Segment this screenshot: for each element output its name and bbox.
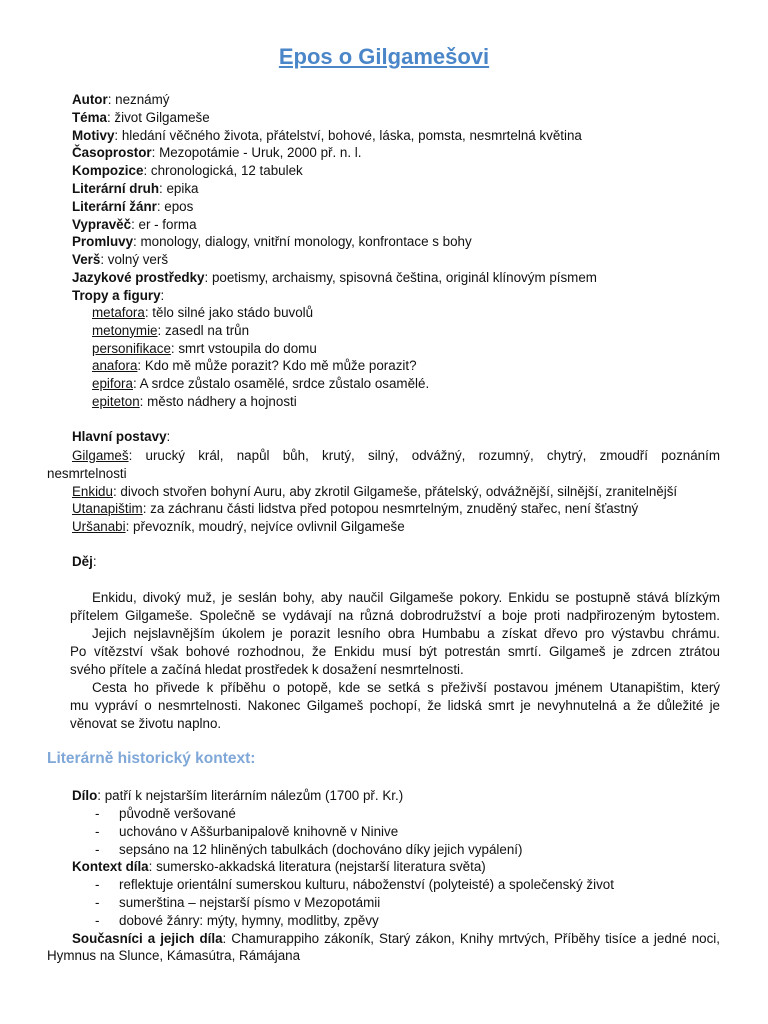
info-field bbox=[72, 91, 169, 108]
field-value: : bbox=[160, 287, 165, 303]
context-field: Kontext díla: sumersko-akkadská literatura (nejstarší literatura světa) bbox=[72, 859, 486, 874]
trope-item bbox=[92, 304, 313, 321]
character-item bbox=[72, 500, 720, 517]
plot-line: Jejich nejslavnějším úkolem je porazit lesního obra Humbabu a získat dřevo pro výstavbu chrámu. bbox=[92, 626, 720, 641]
trope-example: : A srdce zůstalo osamělé, srdce zůstalo osamělé. bbox=[132, 376, 430, 392]
bullet-item bbox=[95, 805, 236, 822]
field-value: : volný verš bbox=[100, 252, 169, 268]
info-field bbox=[72, 144, 362, 161]
info-field bbox=[72, 233, 472, 250]
trope-term: metafora bbox=[92, 305, 145, 320]
character-name: Enkidu bbox=[72, 484, 113, 499]
field-value: : monology, dialogy, vnitřní monology, konfrontace s bohy bbox=[133, 234, 472, 250]
character-description: : divoch stvořen bohyní Auru, aby zkrotil Gilgameše, přátelský, odvážnější, silnější, zranitelnější bbox=[112, 484, 678, 499]
field-value: : život Gilgameše bbox=[106, 109, 210, 125]
character-item bbox=[72, 518, 720, 535]
character-description: : převozník, moudrý, nejvíce ovlivnil Gilgameše bbox=[125, 519, 405, 534]
field-label: Literární druh bbox=[72, 181, 160, 196]
bullet-item bbox=[95, 912, 379, 929]
bullet-text: uchováno v Aššurbanipalově knihovně v Ninive bbox=[119, 823, 399, 839]
character-name: Gilgameš bbox=[72, 448, 129, 463]
bullet-dash: - bbox=[95, 877, 100, 892]
character-name: Utanapištim bbox=[72, 501, 143, 516]
plot-line: věnovat se životu naplno. bbox=[70, 716, 222, 731]
field-label: Autor bbox=[72, 92, 108, 107]
field-label: Promluvy bbox=[72, 234, 134, 250]
character-name: Uršanabi bbox=[72, 519, 126, 534]
bullet-text: dobové žánry: mýty, hymny, modlitby, zpěvy bbox=[119, 912, 379, 928]
trope-item bbox=[92, 322, 249, 339]
character-description-continued: nesmrtelnosti bbox=[47, 465, 127, 481]
page-title: Epos o Gilgamešovi bbox=[278, 44, 490, 69]
trope-term: epiteton bbox=[92, 394, 140, 409]
plot-line: přítelem Gilgameše. Společně se vydávají na různá dobrodružství a boje proti nadpřirozeným bytostem. bbox=[70, 608, 720, 623]
bullet-item bbox=[95, 841, 522, 858]
info-field bbox=[72, 127, 582, 144]
plot-line: Po vítězství však bohové rozhodnou, že Enkidu musí být potrestán smrtí. Gilgameš je zdrcen ztrátou bbox=[70, 644, 720, 659]
info-field bbox=[72, 109, 210, 126]
field-value: : chronologická, 12 tabulek bbox=[143, 163, 303, 179]
field-label: Téma bbox=[72, 109, 107, 125]
bullet-item bbox=[95, 894, 380, 911]
contemporary-field-continued: Hymnus na Slunce, Kámasútra, Rámájana bbox=[47, 948, 301, 963]
trope-example: : město nádhery a hojnosti bbox=[139, 394, 297, 409]
contemporary-field: Současníci a jejich díla: Chamurappiho zákoník, Starý zákon, Knihy mrtvých, Příběhy tisíce a jedné noci, bbox=[72, 931, 720, 946]
field-value: : neznámý bbox=[107, 92, 170, 107]
trope-example: : Kdo mě může porazit? Kdo mě může porazit? bbox=[137, 358, 417, 374]
bullet-item bbox=[95, 876, 614, 893]
bullet-item bbox=[95, 823, 398, 840]
info-field bbox=[72, 216, 197, 233]
field-value: : epos bbox=[156, 198, 194, 214]
bullet-dash: - bbox=[95, 841, 100, 857]
trope-item bbox=[92, 357, 417, 374]
bullet-dash: - bbox=[95, 806, 100, 821]
field-label: Jazykové prostředky bbox=[72, 270, 205, 285]
bullet-dash: - bbox=[95, 823, 100, 839]
bullet-text: sepsáno na 12 hliněných tabulkách (dochováno díky jejich vypálení) bbox=[119, 841, 523, 857]
plot-line: mu vypráví o nesmrtelnosti. Nakonec Gilgameš pochopí, že lidská smrt je nevyhnutelná a že důležité je bbox=[70, 698, 720, 713]
info-field bbox=[72, 180, 199, 197]
info-field bbox=[72, 287, 164, 304]
trope-term: anafora bbox=[92, 358, 138, 374]
field-label: Časoprostor bbox=[72, 145, 152, 161]
info-field bbox=[72, 269, 597, 286]
field-label: Verš bbox=[72, 252, 101, 268]
character-description: : urucký král, napůl bůh, krutý, silný, odvážný, rozumný, chytrý, zmoudří poznáním bbox=[128, 448, 720, 463]
info-field bbox=[72, 162, 303, 179]
field-value: : epika bbox=[159, 181, 199, 196]
trope-example: : zasedl na trůn bbox=[157, 322, 250, 338]
trope-term: metonymie bbox=[92, 322, 158, 338]
plot-line: svého přítele a začíná hledat prostředek k dosažení nesmrtelnosti. bbox=[70, 662, 464, 677]
trope-term: personifikace bbox=[92, 340, 171, 356]
field-value: : hledání věčného života, přátelství, bohové, láska, pomsta, nesmrtelná květina bbox=[114, 127, 582, 143]
trope-item bbox=[92, 393, 297, 410]
bullet-text: sumerština – nejstarší písmo v Mezopotámii bbox=[119, 894, 381, 910]
bullet-dash: - bbox=[95, 912, 100, 928]
context-heading: Literárně historický kontext: bbox=[47, 750, 256, 767]
trope-term: epifora bbox=[92, 376, 133, 392]
field-label: Literární žánr bbox=[72, 198, 157, 214]
bullet-text: původně veršované bbox=[119, 806, 236, 821]
bullet-text: reflektuje orientální sumerskou kulturu, náboženství (polyteisté) a společenský život bbox=[119, 877, 614, 892]
work-field: Dílo: patří k nejstarším literárním nálezům (1700 př. Kr.) bbox=[72, 788, 404, 803]
field-label: Vypravěč bbox=[72, 216, 132, 232]
trope-example: : tělo silné jako stádo buvolů bbox=[144, 305, 314, 320]
field-value: : poetismy, archaismy, spisovná čeština, originál klínovým písmem bbox=[204, 270, 597, 285]
trope-example: : smrt vstoupila do domu bbox=[170, 340, 317, 356]
plot-line: Enkidu, divoký muž, je seslán bohy, aby naučil Gilgameše pokory. Enkidu se postupně stává blízkým bbox=[92, 590, 720, 605]
field-label: Tropy a figury bbox=[72, 287, 161, 303]
info-field bbox=[72, 198, 193, 215]
field-label: Motivy bbox=[72, 127, 115, 143]
plot-heading: Děj: bbox=[72, 554, 97, 569]
field-value: : er - forma bbox=[131, 216, 197, 232]
field-label: Kompozice bbox=[72, 163, 144, 179]
info-field bbox=[72, 251, 168, 268]
character-item bbox=[72, 447, 720, 464]
trope-item bbox=[92, 340, 317, 357]
character-item bbox=[72, 483, 720, 500]
trope-item bbox=[92, 375, 429, 392]
plot-line: Cesta ho přivede k příběhu o potopě, kde se setká s přeživší postavou jménem Utanapištim, který bbox=[92, 680, 720, 695]
characters-heading: Hlavní postavy: bbox=[72, 429, 171, 444]
field-value: : Mezopotámie - Uruk, 2000 př. n. l. bbox=[151, 145, 362, 161]
character-description: : za záchranu části lidstva před potopou nesmrtelným, znuděný stařec, není šťastný bbox=[142, 501, 639, 516]
bullet-dash: - bbox=[95, 894, 100, 910]
